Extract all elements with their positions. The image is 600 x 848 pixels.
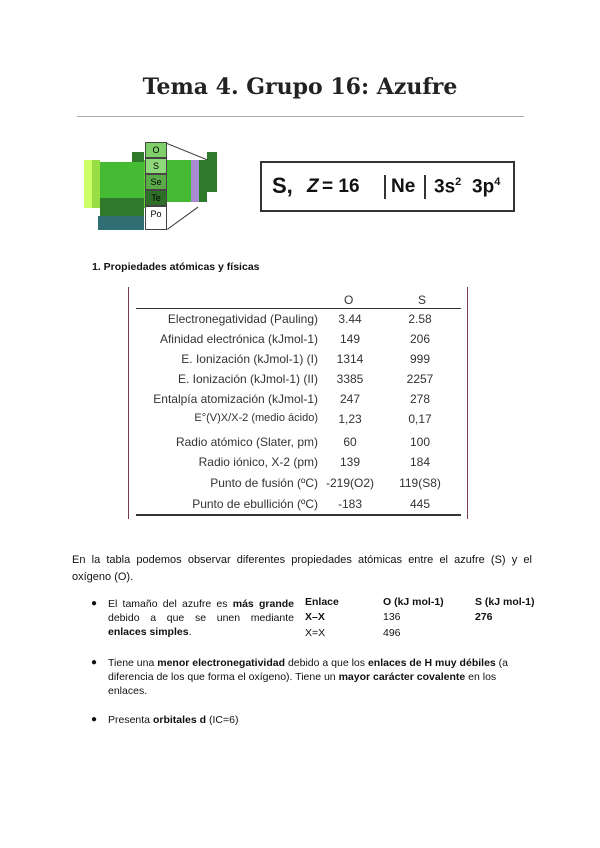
table-row — [128, 392, 468, 412]
row-value-s: 184 — [409, 455, 431, 469]
electron-config-box — [260, 161, 515, 212]
bullet-dot: ● — [91, 714, 98, 725]
bond-header-s: S (kJ mol-1) — [475, 596, 535, 608]
bullet-dot: ● — [91, 657, 98, 668]
row-label: Afinidad electrónica (kJmol-1) — [159, 332, 318, 346]
row-label: Punto de fusión (ºC) — [210, 476, 318, 490]
config-symbol: S, — [272, 173, 293, 198]
row-value-o: 3385 — [336, 372, 364, 386]
config-bar-right — [424, 175, 426, 199]
row-value-o: 149 — [339, 332, 361, 346]
element-cell-po: Po — [145, 206, 167, 230]
row-value-s: 278 — [409, 392, 431, 406]
config-z-value: = 16 — [322, 176, 360, 197]
row-value-s: 445 — [409, 497, 431, 511]
row-value-o: 1314 — [336, 352, 364, 366]
row-label: Electronegatividad (Pauling) — [167, 312, 318, 326]
config-core: Ne — [391, 176, 416, 197]
table-bottom-rule — [136, 514, 461, 516]
row-label: E. Ionización (kJmol-1) (II) — [177, 372, 318, 386]
pt-block-d-lower — [100, 198, 144, 216]
pt-block-f — [98, 216, 144, 224]
pt-block-d — [100, 162, 144, 198]
bullet-dot: ● — [91, 598, 98, 609]
pt-block-p2 — [167, 160, 191, 202]
row-label: Punto de ebullición (ºC) — [192, 497, 318, 511]
column-header-s: S — [418, 293, 427, 307]
bond-row-label: X=X — [305, 627, 326, 639]
element-cell-o: O — [145, 142, 167, 158]
table-row — [128, 435, 468, 455]
row-value-s: 0,17 — [408, 412, 432, 426]
column-header-o: O — [344, 293, 354, 307]
table-row — [128, 352, 468, 372]
row-value-s: 2257 — [406, 372, 434, 386]
row-value-s: 2.58 — [408, 312, 432, 326]
bond-row-o: 136 — [383, 611, 401, 623]
table-row — [128, 332, 468, 352]
row-value-o: -183 — [337, 497, 363, 511]
pt-block-tl — [132, 152, 144, 162]
properties-table — [128, 287, 468, 519]
pt-block-s2 — [92, 160, 100, 208]
row-value-s: 206 — [409, 332, 431, 346]
element-cell-se: Se — [145, 174, 167, 190]
row-value-o: -219(O2) — [326, 476, 375, 490]
row-value-o: 60 — [343, 435, 357, 449]
config-z-label: Z — [307, 176, 319, 197]
pt-block-halogens — [191, 160, 199, 202]
row-value-s: 999 — [409, 352, 431, 366]
table-row — [128, 312, 468, 332]
table-row — [128, 476, 468, 496]
row-value-o: 139 — [339, 455, 361, 469]
section-heading-properties: 1. Propiedades atómicas y físicas — [92, 261, 260, 273]
bond-header-bond: Enlace — [305, 596, 339, 608]
row-label: E°(V)X/X-2 (medio ácido) — [194, 412, 318, 424]
pt-block-noble — [199, 160, 207, 202]
row-label: Radio atómico (Slater, pm) — [175, 435, 318, 449]
row-value-s: 100 — [409, 435, 431, 449]
body-paragraph: En la tabla podemos observar diferentes propiedades atómicas entre el azufre (S) y el oxígeno (O). — [72, 554, 532, 583]
title-divider — [77, 116, 524, 117]
table-row — [128, 412, 468, 432]
table-row — [128, 372, 468, 392]
bond-row-s: 276 — [475, 611, 493, 623]
bullet-electronegativity: ● Tiene una menor electronegatividad debido a que los enlaces de H muy débiles (a diferencia de los que forma el oxígeno). Tiene un mayor carácter covalente en los enlaces. — [91, 657, 509, 697]
row-label: E. Ionización (kJmol-1) (I) — [181, 352, 318, 366]
row-value-s: 119(S8) — [399, 476, 441, 490]
row-value-o: 1,23 — [338, 412, 362, 426]
element-cell-te: Te — [145, 190, 167, 206]
bond-row-label: X–X — [305, 611, 325, 623]
periodic-table-fragment — [84, 142, 234, 236]
row-value-o: 247 — [339, 392, 361, 406]
config-valence-s: $3s^2$ — [434, 176, 462, 198]
pt-block-f2 — [98, 224, 144, 230]
bullet-size: ● El tamaño del azufre es más grande debido a que se unen mediante enlaces simples. — [91, 598, 294, 638]
row-label: Radio iónico, X-2 (pm) — [198, 455, 318, 469]
bond-row-o: 496 — [383, 627, 401, 639]
config-bar-left — [384, 175, 386, 199]
pt-block-s1 — [84, 160, 92, 208]
bond-header-o: O (kJ mol-1) — [383, 596, 444, 608]
pt-block-right — [207, 152, 217, 192]
row-label: Entalpía atomización (kJmol-1) — [153, 392, 318, 406]
table-header-rule — [136, 308, 461, 309]
page-title: Tema 4. Grupo 16: Azufre — [142, 74, 458, 100]
table-row — [128, 455, 468, 475]
element-cell-s: S — [145, 158, 167, 174]
row-value-o: 3.44 — [338, 312, 362, 326]
bullet-orbitals: ● Presenta orbitales d (IC=6) — [91, 714, 239, 726]
config-valence-p: $3p^4$ — [472, 176, 501, 198]
